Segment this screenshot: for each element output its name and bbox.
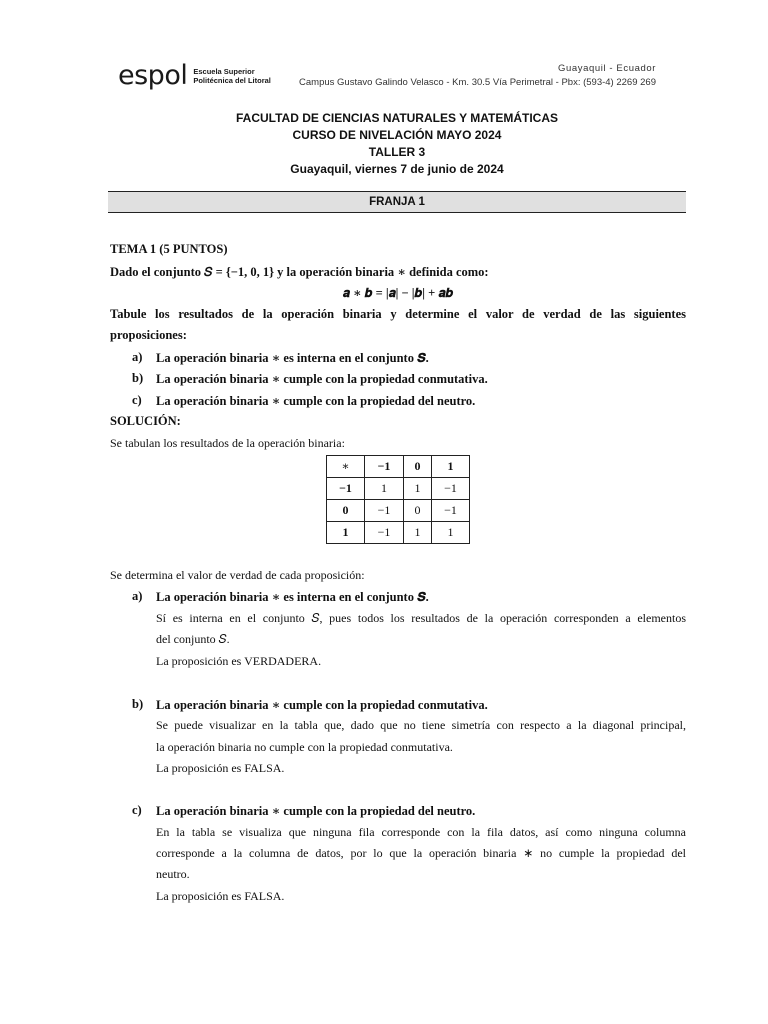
tema-heading: TEMA 1 (5 PUNTOS) bbox=[110, 242, 228, 256]
table-row bbox=[327, 478, 470, 500]
table-cell: 0 bbox=[404, 456, 432, 478]
answer-verdict: La proposición es FALSA. bbox=[156, 889, 285, 903]
answer-title: La operación binaria ∗ cumple con la propiedad del neutro. bbox=[156, 804, 476, 818]
item-text: La operación binaria ∗ es interna en el conjunto 𝑺. bbox=[156, 351, 429, 365]
table-cell: 0 bbox=[404, 500, 432, 522]
tema-instruction-line: proposiciones: bbox=[110, 328, 187, 342]
franja-banner: FRANJA 1 bbox=[108, 191, 686, 213]
table-cell: ∗ bbox=[327, 456, 365, 478]
date-title: Guayaquil, viernes 7 de junio de 2024 bbox=[290, 162, 504, 176]
faculty-title: FACULTAD DE CIENCIAS NATURALES Y MATEMÁTICAS bbox=[235, 111, 558, 125]
course-title: CURSO DE NIVELACIÓN MAYO 2024 bbox=[292, 128, 502, 142]
table-cell: −1 bbox=[432, 500, 470, 522]
table-cell: 1 bbox=[432, 522, 470, 544]
determine-intro: Se determina el valor de verdad de cada proposición: bbox=[110, 568, 365, 582]
answer-label: c) bbox=[132, 803, 142, 817]
table-cell: −1 bbox=[365, 500, 404, 522]
answer-verdict: La proposición es VERDADERA. bbox=[156, 654, 322, 668]
header-contact bbox=[299, 62, 656, 90]
header-city: Guayaquil - Ecuador bbox=[557, 63, 656, 74]
tema-formula: 𝒂 ∗ 𝒃 = |𝒂| − |𝒃| + 𝒂𝒃 bbox=[342, 286, 454, 300]
tabulate-intro: Se tabulan los resultados de la operación binaria: bbox=[110, 436, 345, 450]
table-cell: 1 bbox=[327, 522, 365, 544]
tema-instruction-line: Tabule los resultados de la operación binaria y determine el valor de verdad de las siguientes bbox=[110, 307, 686, 321]
answer-line: corresponde a la columna de datos, por lo que la operación binaria ∗ no cumple la propiedad del bbox=[156, 846, 686, 860]
logo-subtitle-line: Escuela Superior bbox=[193, 66, 255, 76]
table-cell: 1 bbox=[404, 478, 432, 500]
header-campus: Campus Gustavo Galindo Velasco - Km. 30.5 Vía Perimetral - Pbx: (593-4) 2269 269 bbox=[299, 77, 656, 88]
answer-line: neutro. bbox=[156, 867, 190, 881]
logo-subtitle-line: Politécnica del Litoral bbox=[193, 75, 271, 85]
item-label: a) bbox=[132, 350, 143, 364]
logo-wordmark: espol bbox=[118, 60, 188, 91]
logo-subtitle bbox=[193, 67, 271, 85]
answer-title: La operación binaria ∗ cumple con la propiedad conmutativa. bbox=[156, 698, 488, 712]
item-text: La operación binaria ∗ cumple con la propiedad del neutro. bbox=[156, 394, 476, 408]
table-cell: −1 bbox=[365, 456, 404, 478]
answer-label: a) bbox=[132, 589, 143, 603]
document-title bbox=[0, 110, 768, 178]
tema-intro: Dado el conjunto 𝑆 = {−1, 0, 1} y la operación binaria ∗ definida como: bbox=[110, 265, 489, 279]
item-text: La operación binaria ∗ cumple con la propiedad conmutativa. bbox=[156, 372, 488, 386]
table-cell: −1 bbox=[327, 478, 365, 500]
table-cell: 1 bbox=[365, 478, 404, 500]
answer-label: b) bbox=[132, 697, 144, 711]
answer-line: la operación binaria no cumple con la propiedad conmutativa. bbox=[156, 740, 453, 754]
operation-table bbox=[326, 455, 470, 544]
table-header-row bbox=[327, 456, 470, 478]
solution-heading: SOLUCIÓN: bbox=[110, 414, 181, 428]
table-row bbox=[327, 522, 470, 544]
table-cell: 1 bbox=[432, 456, 470, 478]
table-row bbox=[327, 500, 470, 522]
table-cell: 1 bbox=[404, 522, 432, 544]
item-label: c) bbox=[132, 393, 142, 407]
answer-line: del conjunto 𝑆. bbox=[156, 632, 230, 646]
answer-line: En la tabla se visualiza que ninguna fila corresponde con la fila datos, así como ninguna columna bbox=[156, 825, 686, 839]
espol-logo bbox=[118, 60, 271, 91]
answer-title: La operación binaria ∗ es interna en el conjunto 𝑺. bbox=[156, 590, 429, 604]
answer-line: Se puede visualizar en la tabla que, dado que no tiene simetría con respecto a la diagonal principal, bbox=[156, 718, 686, 732]
workshop-title: TALLER 3 bbox=[368, 145, 426, 159]
answer-line: Sí es interna en el conjunto 𝑆, pues todos los resultados de la operación corresponden a elementos bbox=[156, 611, 686, 625]
item-label: b) bbox=[132, 371, 144, 385]
table-cell: 0 bbox=[327, 500, 365, 522]
table-cell: −1 bbox=[365, 522, 404, 544]
table-cell: −1 bbox=[432, 478, 470, 500]
answer-verdict: La proposición es FALSA. bbox=[156, 761, 285, 775]
